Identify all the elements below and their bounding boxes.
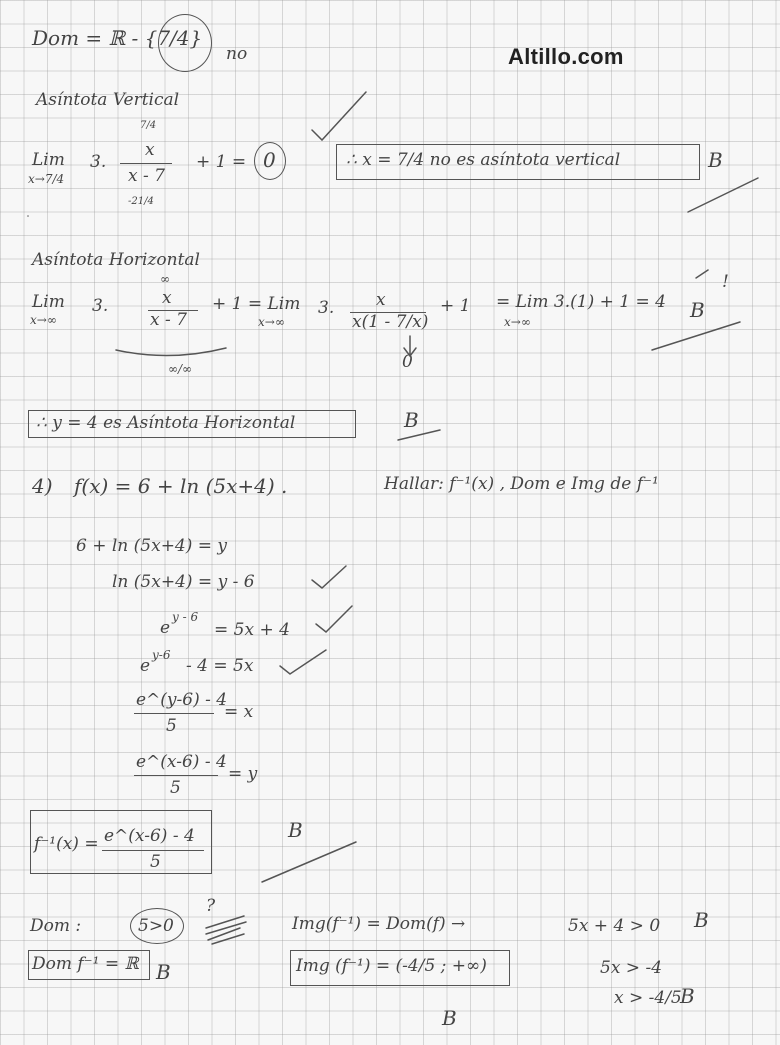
underline-brace: [116, 348, 226, 356]
limit-result: 0: [263, 148, 276, 172]
plus-one: + 1 =: [196, 152, 247, 172]
limit-subscript-2: x→∞: [258, 315, 285, 329]
coefficient: 3.: [90, 152, 107, 172]
limit-label: Lim: [32, 150, 65, 170]
inequality-1: 5x > -4: [600, 958, 663, 978]
step-4-base: e: [140, 656, 151, 676]
numerator: x: [162, 288, 172, 308]
inequality-2: x > -4/5: [614, 988, 682, 1008]
teacher-note: no: [226, 44, 248, 64]
grade-mark: B: [288, 818, 303, 842]
horizontal-conclusion: ∴ y = 4 es Asíntota Horizontal: [36, 413, 296, 433]
step-5: = x: [224, 702, 254, 722]
step-4-exponent: y-6: [152, 648, 171, 662]
indeterminate-form: ∞/∞: [168, 362, 193, 376]
function-definition: f(x) = 6 + ln (5x+4) .: [74, 474, 288, 498]
grade-mark: B: [694, 908, 709, 932]
limit-subscript: x→7/4: [28, 172, 65, 186]
coefficient: 3.: [92, 296, 109, 316]
grade-mark: B: [708, 148, 723, 172]
step-1: 6 + ln (5x+4) = y: [76, 536, 228, 556]
exclamation-mark: !: [722, 272, 729, 292]
task-statement: Hallar: f⁻¹(x) , Dom e Img de f⁻¹: [384, 474, 659, 494]
check-mark: [280, 650, 326, 674]
zero-arrow-result: 0: [402, 352, 413, 372]
domain-label: Dom :: [30, 916, 82, 936]
denominator-value: -21/4: [128, 196, 154, 207]
infinity-mark: ∞: [160, 272, 170, 286]
grade-mark: B: [442, 1006, 457, 1030]
step-3: = 5x + 4: [214, 620, 290, 640]
horizontal-asymptote-title: Asíntota Horizontal: [32, 250, 200, 270]
check-mark: [696, 270, 708, 278]
image-equation: Img(f⁻¹) = Dom(f) →: [292, 914, 466, 934]
exercise-number: 4): [32, 474, 53, 498]
limit-final: = Lim 3.(1) + 1 = 4: [496, 292, 666, 312]
check-mark: [398, 430, 440, 440]
image-condition: 5x + 4 > 0: [568, 916, 661, 936]
domain-condition: 5>0: [138, 916, 174, 936]
grade-mark: B: [690, 298, 705, 322]
step-5-numerator: e^(y-6) - 4: [136, 690, 228, 710]
step-3-exponent: y - 6: [172, 610, 199, 624]
check-mark: [316, 606, 352, 632]
domain-result: Dom f⁻¹ = ℝ: [32, 954, 139, 974]
denominator-2: x(1 - 7/x): [352, 312, 429, 332]
step-2: ln (5x+4) = y - 6: [112, 572, 255, 592]
result-lhs: f⁻¹(x) =: [34, 834, 99, 854]
check-mark: [688, 178, 758, 212]
check-mark: [652, 322, 740, 350]
scribble: [206, 916, 246, 944]
denominator: x - 7: [150, 310, 187, 330]
check-mark: [312, 566, 346, 588]
question-mark: ?: [206, 896, 216, 916]
limit-subscript: x→∞: [30, 313, 57, 327]
check-mark: [262, 842, 356, 882]
vertical-conclusion: ∴ x = 7/4 no es asíntota vertical: [346, 150, 621, 170]
watermark-logo: Altillo.com: [508, 44, 624, 69]
limit-subscript-3: x→∞: [504, 315, 531, 329]
numerator: x: [145, 140, 155, 160]
step-5-denominator: 5: [166, 716, 177, 736]
step-4: - 4 = 5x: [186, 656, 254, 676]
step-3-base: e: [160, 618, 171, 638]
arrow-down: [404, 336, 416, 356]
step-6: = y: [228, 764, 258, 784]
image-result: Img (f⁻¹) = (-4/5 ; +∞): [296, 956, 487, 976]
domain-statement: Dom = ℝ - {7/4}: [32, 26, 203, 50]
plus-one-2: + 1: [440, 296, 471, 316]
numerator-2: x: [376, 290, 386, 310]
result-numerator: e^(x-6) - 4: [104, 826, 195, 846]
result-denominator: 5: [150, 852, 161, 872]
step-6-denominator: 5: [170, 778, 181, 798]
denominator: x - 7: [128, 166, 165, 186]
grade-mark: B: [680, 984, 695, 1008]
grade-mark: B: [404, 408, 419, 432]
numerator-value: 7/4: [140, 120, 157, 131]
plus-one-lim: + 1 = Lim: [212, 294, 301, 314]
grade-mark: B: [156, 960, 171, 984]
limit-label: Lim: [32, 292, 65, 312]
coefficient-2: 3.: [318, 298, 335, 318]
check-mark: [312, 92, 366, 140]
vertical-asymptote-title: Asíntota Vertical: [36, 90, 180, 110]
step-6-numerator: e^(x-6) - 4: [136, 752, 227, 772]
